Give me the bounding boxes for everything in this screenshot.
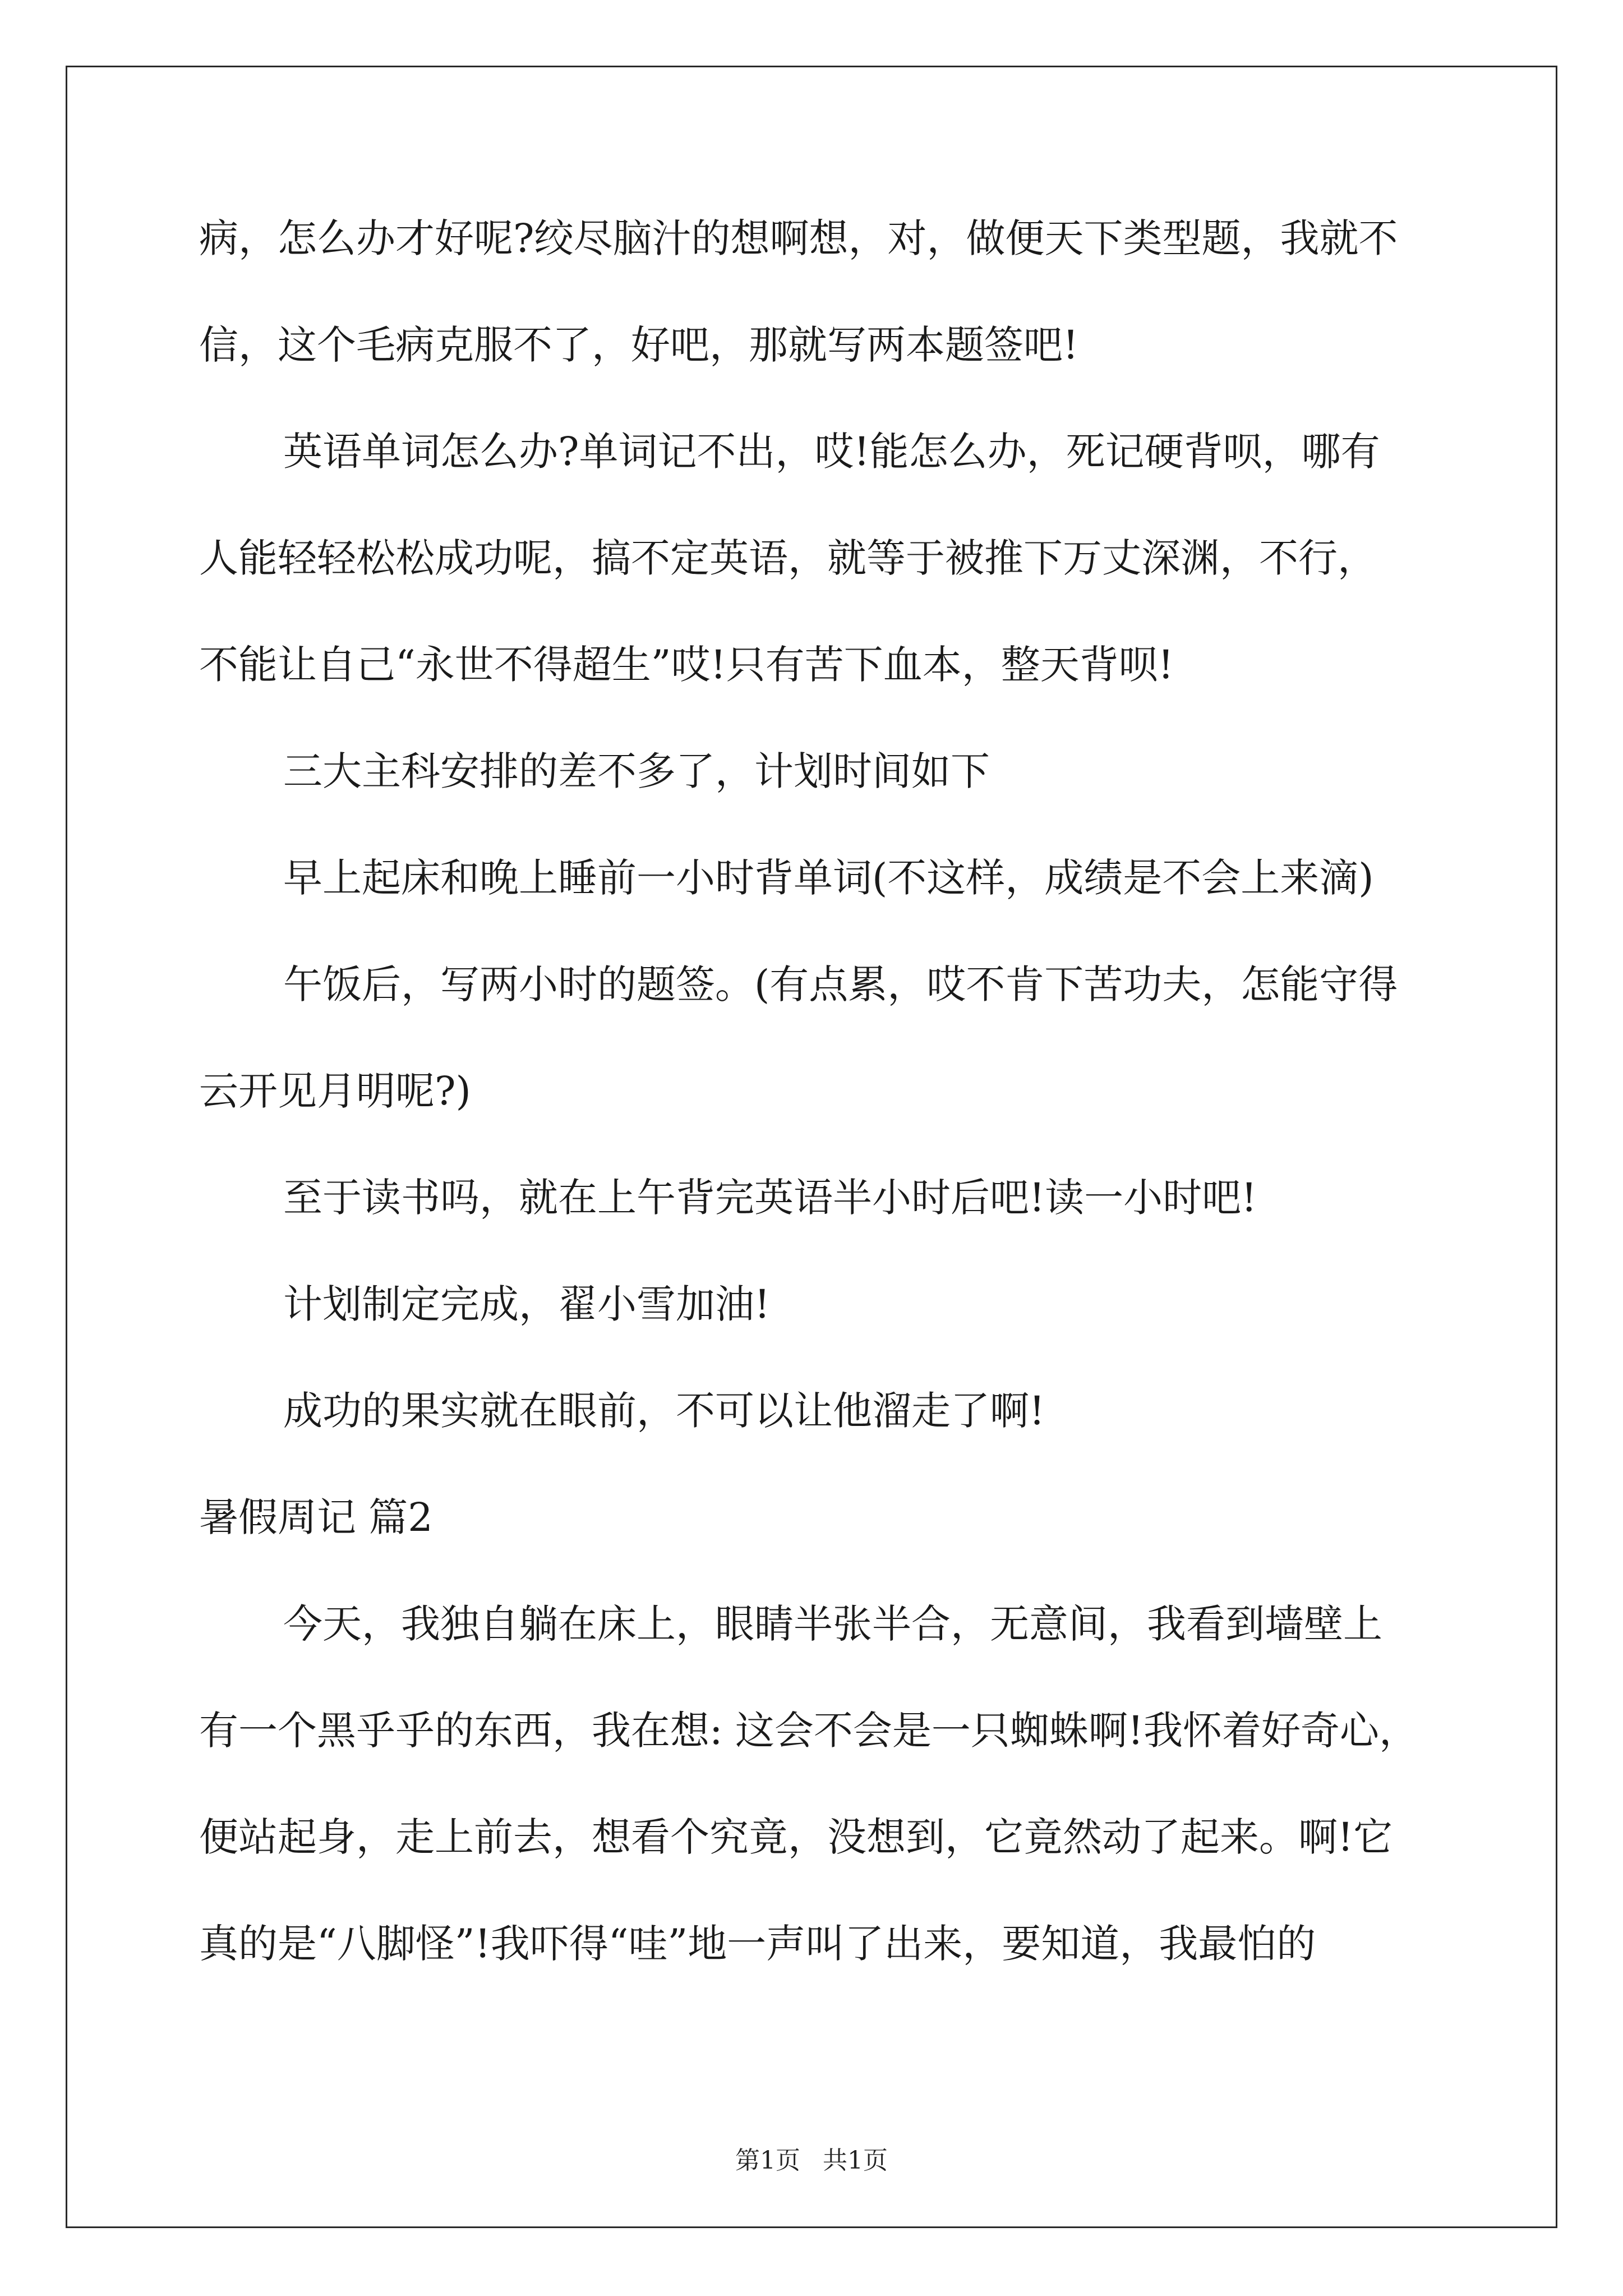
document-body bbox=[199, 215, 1438, 2031]
text-line: 病，怎么办才好呢?绞尽脑汁的想啊想，对，做便天下类型题，我就不 bbox=[199, 215, 1398, 261]
text-line: 至于读书吗，就在上午背完英语半小时后吧!读一小时吧! bbox=[283, 1175, 1257, 1221]
text-line: 成功的果实就在眼前，不可以让他溜走了啊! bbox=[283, 1388, 1045, 1434]
text-line: 早上起床和晚上睡前一小时背单词(不这样，成绩是不会上来滴) bbox=[283, 855, 1374, 901]
page-number: 第1页 bbox=[735, 2146, 800, 2175]
text-line: 有一个黑乎乎的东西，我在想: 这会不会是一只蜘蛛啊!我怀着好奇心， bbox=[199, 1708, 1418, 1754]
text-line: 人能轻轻松松成功呢，搞不定英语，就等于被推下万丈深渊，不行， bbox=[199, 535, 1377, 581]
text-line: 真的是“八脚怪”!我吓得“哇”地一声叫了出来，要知道，我最怕的 bbox=[199, 1921, 1316, 1967]
text-line: 便站起身，走上前去，想看个究竟，没想到，它竟然动了起来。啊!它 bbox=[199, 1814, 1393, 1860]
text-line: 午饭后，写两小时的题签。(有点累，哎不肯下苦功夫，怎能守得 bbox=[283, 961, 1398, 1007]
text-line: 计划制定完成，翟小雪加油! bbox=[283, 1281, 771, 1327]
section-heading: 暑假周记 篇2 bbox=[199, 1494, 433, 1540]
text-line: 今天，我独自躺在床上，眼睛半张半合，无意间，我看到墙壁上 bbox=[283, 1601, 1382, 1647]
page-footer bbox=[0, 2148, 1623, 2173]
text-line: 三大主科安排的差不多了，计划时间如下 bbox=[283, 748, 990, 794]
text-line: 不能让自己“永世不得超生”哎!只有苦下血本，整天背呗! bbox=[199, 642, 1174, 688]
text-line: 信，这个毛病克服不了，好吧，那就写两本题签吧! bbox=[199, 322, 1079, 368]
page-total: 共1页 bbox=[823, 2146, 888, 2175]
text-line: 云开见月明呢?) bbox=[199, 1068, 471, 1114]
text-line: 英语单词怎么办?单词记不出，哎!能怎么办，死记硬背呗，哪有 bbox=[283, 429, 1380, 475]
